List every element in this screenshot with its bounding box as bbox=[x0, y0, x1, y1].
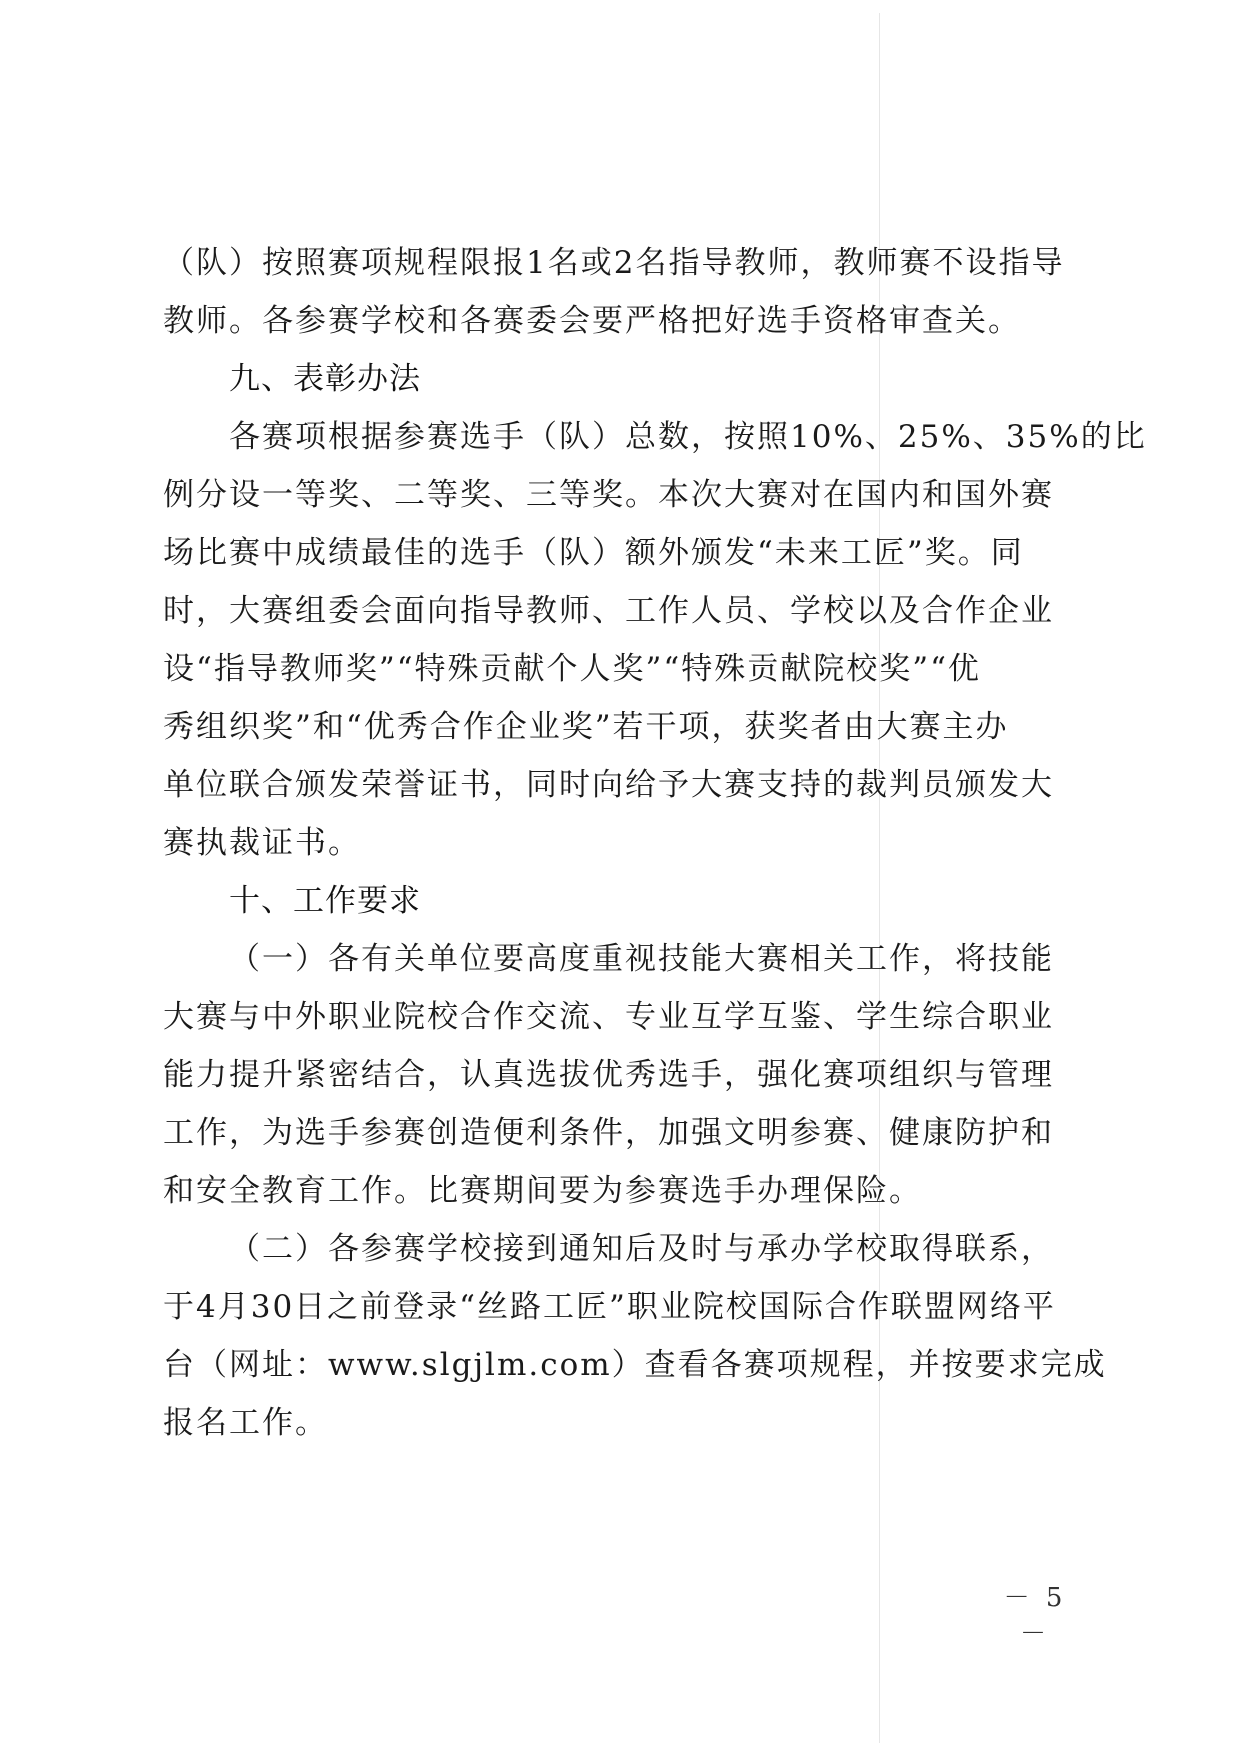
paragraph-line: 工作，为选手参赛创造便利条件，加强文明参赛、健康防护和 bbox=[163, 1115, 1054, 1151]
paragraph-line: 教师。各参赛学校和各赛委会要严格把好选手资格审查关。 bbox=[163, 303, 1021, 339]
paragraph-line: （队）按照赛项规程限报1名或2名指导教师，教师赛不设指导 bbox=[163, 245, 1065, 281]
page-number: － 5 － bbox=[1003, 1583, 1067, 1649]
paragraph-line: （二）各参赛学校接到通知后及时与承办学校取得联系， bbox=[229, 1231, 1054, 1267]
paragraph-line: 于4月30日之前登录“丝路工匠”职业院校国际合作联盟网络平 bbox=[163, 1289, 1056, 1325]
paragraph-line-website: 台（网址：www.slgjlm.com）查看各赛项规程，并按要求完成 bbox=[163, 1347, 1107, 1383]
section-heading-work-requirements: 十、工作要求 bbox=[229, 883, 421, 919]
paragraph-line: 赛执裁证书。 bbox=[163, 825, 361, 861]
paragraph-line: 场比赛中成绩最佳的选手（队）额外颁发“未来工匠”奖。同 bbox=[163, 535, 1024, 571]
paragraph-line: 和安全教育工作。比赛期间要为参赛选手办理保险。 bbox=[163, 1173, 922, 1209]
paragraph-line: 大赛与中外职业院校合作交流、专业互学互鉴、学生综合职业 bbox=[163, 999, 1054, 1035]
paragraph-line: 能力提升紧密结合，认真选拔优秀选手，强化赛项组织与管理 bbox=[163, 1057, 1054, 1093]
section-heading-awards: 九、表彰办法 bbox=[229, 361, 421, 397]
document-body bbox=[163, 234, 1147, 1452]
paragraph-line: 单位联合颁发荣誉证书，同时向给予大赛支持的裁判员颁发大 bbox=[163, 767, 1054, 803]
paragraph-line: （一）各有关单位要高度重视技能大赛相关工作，将技能 bbox=[229, 941, 1054, 977]
paragraph-line: 例分设一等奖、二等奖、三等奖。本次大赛对在国内和国外赛 bbox=[163, 477, 1054, 513]
paragraph-line: 秀组织奖”和“优秀合作企业奖”若干项，获奖者由大赛主办 bbox=[163, 709, 1009, 745]
paragraph-line: 时，大赛组委会面向指导教师、工作人员、学校以及合作企业 bbox=[163, 593, 1054, 629]
paragraph-line: 报名工作。 bbox=[163, 1405, 328, 1441]
paragraph-line: 设“指导教师奖”“特殊贡献个人奖”“特殊贡献院校奖”“优 bbox=[163, 651, 981, 687]
paragraph-line: 各赛项根据参赛选手（队）总数，按照10%、25%、35%的比 bbox=[229, 419, 1147, 455]
